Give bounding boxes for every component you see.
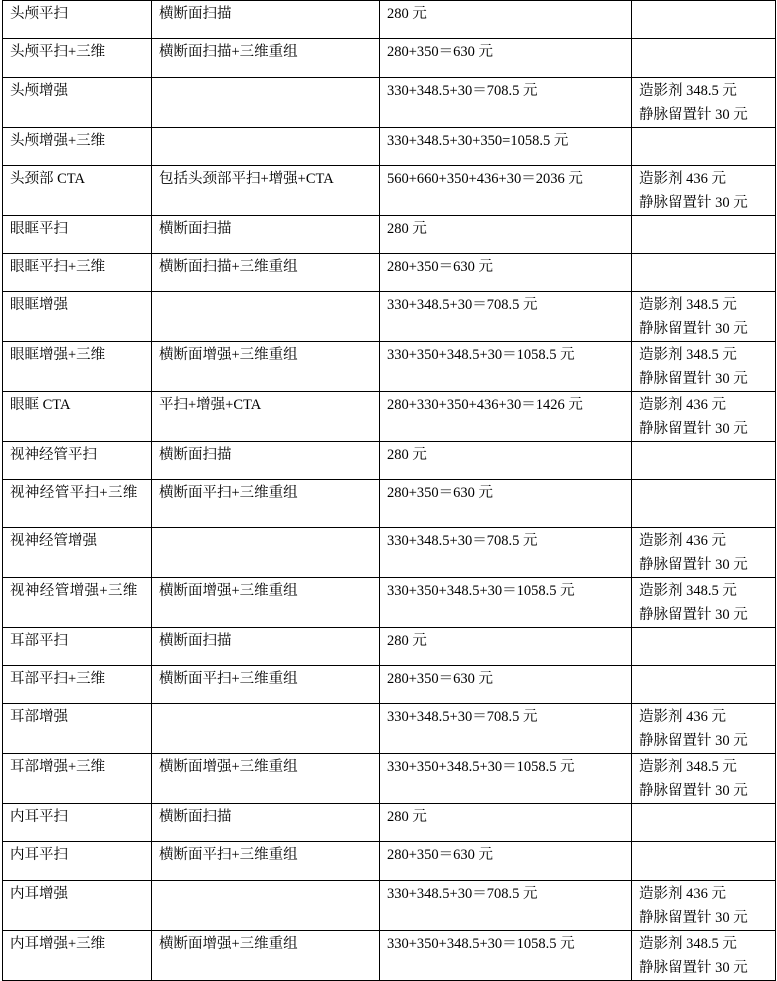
price-cell: 280+350＝630 元 xyxy=(380,666,632,704)
method-cell: 横断面扫描+三维重组 xyxy=(152,39,380,78)
method-cell: 横断面增强+三维重组 xyxy=(152,754,380,804)
price-cell: 280 元 xyxy=(380,628,632,666)
item-cell: 内耳增强 xyxy=(3,881,152,931)
price-cell: 280+350＝630 元 xyxy=(380,480,632,528)
item-cell: 内耳平扫 xyxy=(3,842,152,881)
method-cell: 横断面扫描 xyxy=(152,628,380,666)
price-table xyxy=(2,0,776,981)
price-cell: 330+350+348.5+30＝1058.5 元 xyxy=(380,754,632,804)
contrast-agent-note: 造影剂 348.5 元 xyxy=(639,347,737,363)
item-cell: 眼眶平扫 xyxy=(3,216,152,254)
item-cell: 头颅增强 xyxy=(3,78,152,128)
contrast-agent-note: 造影剂 348.5 元 xyxy=(639,83,737,99)
price-cell: 330+348.5+30＝708.5 元 xyxy=(380,704,632,754)
method-cell: 平扫+增强+CTA xyxy=(152,392,380,442)
note-cell xyxy=(632,78,776,128)
iv-needle-note: 静脉留置针 30 元 xyxy=(639,370,748,387)
note-cell xyxy=(632,1,776,39)
item-cell: 耳部增强+三维 xyxy=(3,754,152,804)
method-cell: 横断面扫描+三维重组 xyxy=(152,254,380,292)
note-cell xyxy=(632,881,776,931)
note-cell xyxy=(632,39,776,78)
note-cell xyxy=(632,704,776,754)
item-cell: 视神经管平扫 xyxy=(3,442,152,480)
item-cell: 头颈部 CTA xyxy=(3,166,152,216)
item-cell: 头颅增强+三维 xyxy=(3,128,152,166)
price-cell: 330+348.5+30+350=1058.5 元 xyxy=(380,128,632,166)
method-cell xyxy=(152,78,380,128)
contrast-agent-note: 造影剂 348.5 元 xyxy=(639,297,737,313)
item-cell: 耳部平扫 xyxy=(3,628,152,666)
price-cell: 330+350+348.5+30＝1058.5 元 xyxy=(380,342,632,392)
method-cell: 横断面平扫+三维重组 xyxy=(152,842,380,881)
table-body xyxy=(3,1,776,981)
table-row xyxy=(3,128,776,166)
note-cell xyxy=(632,842,776,881)
table-row xyxy=(3,1,776,39)
table-row xyxy=(3,292,776,342)
iv-needle-note: 静脉留置针 30 元 xyxy=(639,556,748,573)
table-row xyxy=(3,528,776,578)
method-cell: 横断面扫描 xyxy=(152,442,380,480)
price-cell: 330+348.5+30＝708.5 元 xyxy=(380,528,632,578)
contrast-agent-note: 造影剂 436 元 xyxy=(639,397,726,413)
price-cell: 280 元 xyxy=(380,804,632,842)
table-row xyxy=(3,216,776,254)
table-row xyxy=(3,39,776,78)
note-cell xyxy=(632,628,776,666)
method-cell: 横断面平扫+三维重组 xyxy=(152,480,380,528)
contrast-agent-note: 造影剂 436 元 xyxy=(639,886,726,902)
iv-needle-note: 静脉留置针 30 元 xyxy=(639,194,748,211)
note-cell xyxy=(632,216,776,254)
item-cell: 头颅平扫+三维 xyxy=(3,39,152,78)
contrast-agent-note: 造影剂 348.5 元 xyxy=(639,583,737,599)
note-cell xyxy=(632,292,776,342)
price-cell: 330+350+348.5+30＝1058.5 元 xyxy=(380,931,632,981)
method-cell: 横断面扫描 xyxy=(152,216,380,254)
price-cell: 330+348.5+30＝708.5 元 xyxy=(380,78,632,128)
method-cell: 横断面增强+三维重组 xyxy=(152,342,380,392)
item-cell: 视神经管增强 xyxy=(3,528,152,578)
table-row xyxy=(3,78,776,128)
note-cell xyxy=(632,578,776,628)
note-cell xyxy=(632,342,776,392)
note-cell xyxy=(632,392,776,442)
method-cell xyxy=(152,881,380,931)
method-cell xyxy=(152,292,380,342)
note-cell xyxy=(632,480,776,528)
table-row xyxy=(3,166,776,216)
table-row xyxy=(3,666,776,704)
price-cell: 280+350＝630 元 xyxy=(380,254,632,292)
method-cell: 横断面扫描 xyxy=(152,804,380,842)
note-cell xyxy=(632,528,776,578)
method-cell: 横断面扫描 xyxy=(152,1,380,39)
contrast-agent-note: 造影剂 436 元 xyxy=(639,709,726,725)
iv-needle-note: 静脉留置针 30 元 xyxy=(639,959,748,976)
table-row xyxy=(3,480,776,528)
iv-needle-note: 静脉留置针 30 元 xyxy=(639,320,748,337)
item-cell: 内耳增强+三维 xyxy=(3,931,152,981)
iv-needle-note: 静脉留置针 30 元 xyxy=(639,782,748,799)
note-cell xyxy=(632,254,776,292)
item-cell: 眼眶增强 xyxy=(3,292,152,342)
table-row xyxy=(3,881,776,931)
table-row xyxy=(3,754,776,804)
method-cell xyxy=(152,704,380,754)
iv-needle-note: 静脉留置针 30 元 xyxy=(639,420,748,437)
price-cell: 330+350+348.5+30＝1058.5 元 xyxy=(380,578,632,628)
note-cell xyxy=(632,754,776,804)
item-cell: 视神经管增强+三维 xyxy=(3,578,152,628)
note-cell xyxy=(632,128,776,166)
item-cell: 耳部增强 xyxy=(3,704,152,754)
method-cell: 横断面平扫+三维重组 xyxy=(152,666,380,704)
price-cell: 330+348.5+30＝708.5 元 xyxy=(380,881,632,931)
price-cell: 280 元 xyxy=(380,216,632,254)
method-cell xyxy=(152,128,380,166)
table-row xyxy=(3,578,776,628)
iv-needle-note: 静脉留置针 30 元 xyxy=(639,106,748,123)
iv-needle-note: 静脉留置针 30 元 xyxy=(639,732,748,749)
item-cell: 眼眶 CTA xyxy=(3,392,152,442)
method-cell xyxy=(152,528,380,578)
contrast-agent-note: 造影剂 436 元 xyxy=(639,171,726,187)
table-row xyxy=(3,628,776,666)
method-cell: 包括头颈部平扫+增强+CTA xyxy=(152,166,380,216)
item-cell: 眼眶平扫+三维 xyxy=(3,254,152,292)
item-cell: 眼眶增强+三维 xyxy=(3,342,152,392)
table-row xyxy=(3,842,776,881)
iv-needle-note: 静脉留置针 30 元 xyxy=(639,606,748,623)
method-cell: 横断面增强+三维重组 xyxy=(152,578,380,628)
price-cell: 330+348.5+30＝708.5 元 xyxy=(380,292,632,342)
note-cell xyxy=(632,804,776,842)
item-cell: 内耳平扫 xyxy=(3,804,152,842)
iv-needle-note: 静脉留置针 30 元 xyxy=(639,909,748,926)
note-cell xyxy=(632,166,776,216)
contrast-agent-note: 造影剂 348.5 元 xyxy=(639,759,737,775)
table-row xyxy=(3,342,776,392)
item-cell: 耳部平扫+三维 xyxy=(3,666,152,704)
price-cell: 560+660+350+436+30＝2036 元 xyxy=(380,166,632,216)
table-row xyxy=(3,804,776,842)
method-cell: 横断面增强+三维重组 xyxy=(152,931,380,981)
table-row xyxy=(3,254,776,292)
price-cell: 280+350＝630 元 xyxy=(380,842,632,881)
note-cell xyxy=(632,442,776,480)
price-cell: 280 元 xyxy=(380,442,632,480)
contrast-agent-note: 造影剂 436 元 xyxy=(639,533,726,549)
contrast-agent-note: 造影剂 348.5 元 xyxy=(639,936,737,952)
price-cell: 280+350＝630 元 xyxy=(380,39,632,78)
item-cell: 视神经管平扫+三维 xyxy=(3,480,152,528)
table-row xyxy=(3,704,776,754)
table-row xyxy=(3,442,776,480)
item-cell: 头颅平扫 xyxy=(3,1,152,39)
price-cell: 280 元 xyxy=(380,1,632,39)
table-row xyxy=(3,392,776,442)
price-cell: 280+330+350+436+30＝1426 元 xyxy=(380,392,632,442)
note-cell xyxy=(632,666,776,704)
